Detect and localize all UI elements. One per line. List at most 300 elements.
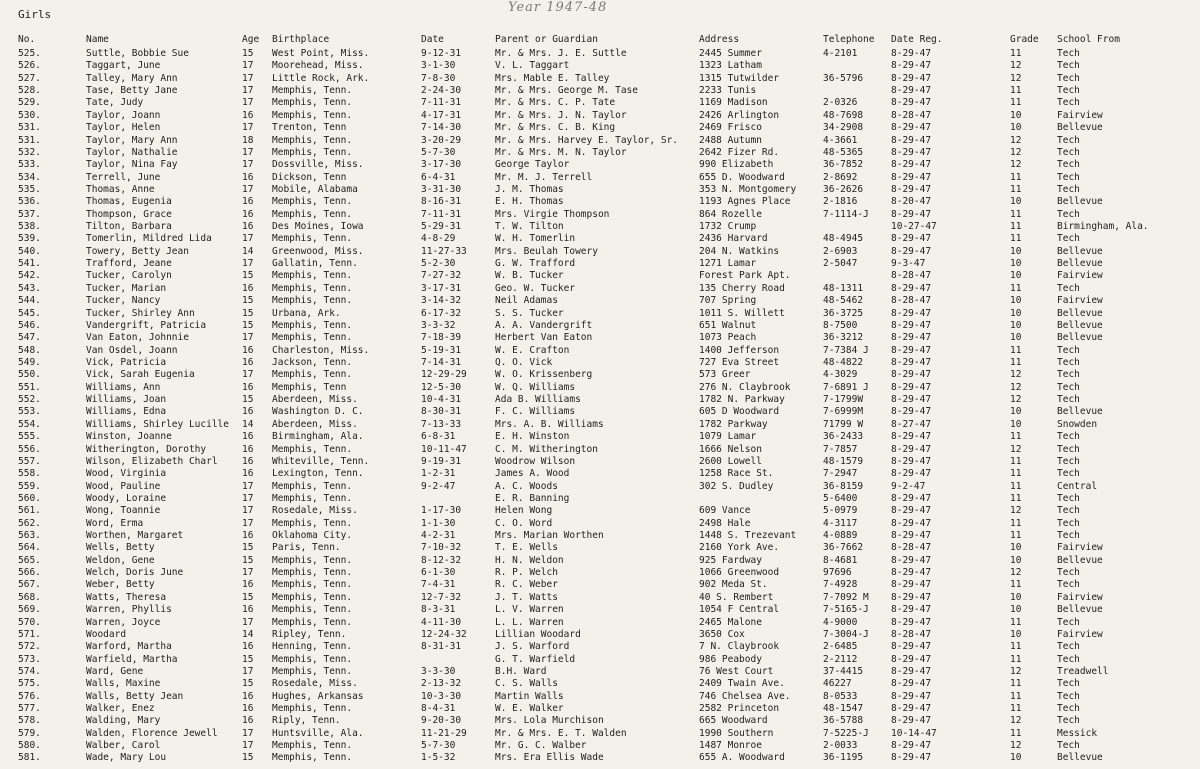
cell-school-from: Tech: [1057, 60, 1080, 72]
cell-row-number: 536.: [18, 196, 41, 208]
cell-parent-guardian: Mrs. A. B. Williams: [495, 418, 604, 430]
cell-date-registered: 8-29-47: [891, 282, 932, 294]
cell-telephone: 36-7852: [823, 159, 864, 171]
cell-age: 16: [242, 109, 254, 121]
cell-telephone: 4-3117: [823, 517, 858, 529]
cell-grade: 10: [1010, 418, 1022, 430]
cell-student-name: Suttle, Bobbie Sue: [86, 48, 189, 59]
cell-school-from: Tech: [1057, 740, 1080, 752]
cell-address: 864 Rozelle: [699, 208, 762, 220]
cell-row-number: 570.: [18, 616, 41, 628]
cell-school-from: Tech: [1057, 703, 1080, 715]
cell-school-from: Snowden: [1057, 418, 1098, 430]
cell-school-from: Tech: [1057, 381, 1080, 393]
cell-grade: 10: [1010, 307, 1022, 319]
table-row: [0, 715, 1200, 727]
cell-student-name: Vandergrift, Patricia: [86, 319, 207, 331]
cell-telephone: 8-0533: [823, 690, 858, 702]
cell-school-from: Tech: [1057, 678, 1080, 690]
cell-school-from: Tech: [1057, 641, 1080, 653]
cell-birth-date: 7-13-33: [421, 418, 462, 430]
cell-birthplace: Memphis, Tenn.: [272, 554, 353, 566]
cell-grade: 11: [1010, 492, 1022, 504]
header-age: Age: [242, 34, 260, 45]
cell-parent-guardian: G. T. Warfield: [495, 653, 576, 665]
cell-student-name: Taggart, June: [86, 60, 161, 72]
cell-address: 302 S. Dudley: [699, 480, 774, 492]
cell-student-name: Tate, Judy: [86, 97, 144, 109]
cell-birth-date: 10-11-47: [421, 443, 467, 455]
table-row: [0, 703, 1200, 715]
cell-row-number: 563.: [18, 530, 41, 542]
cell-age: 18: [242, 134, 254, 146]
cell-age: 16: [242, 381, 254, 393]
cell-parent-guardian: Mrs. Beulah Towery: [495, 245, 598, 257]
cell-birthplace: Washington D. C.: [272, 406, 364, 418]
cell-grade: 12: [1010, 443, 1022, 455]
cell-student-name: Tucker, Shirley Ann: [86, 307, 195, 319]
cell-birthplace: Trenton, Tenn: [272, 122, 347, 134]
cell-telephone: 7-7857: [823, 443, 858, 455]
cell-address: 2445 Summer: [699, 48, 762, 59]
cell-birth-date: 6-4-31: [421, 171, 456, 183]
header-grade: Grade: [1010, 34, 1039, 45]
cell-age: 17: [242, 517, 254, 529]
cell-address: 1271 Lamar: [699, 258, 757, 270]
cell-student-name: Walden, Florence Jewell: [86, 727, 218, 739]
cell-birthplace: Gallatin, Tenn.: [272, 258, 358, 270]
cell-parent-guardian: Mr. M. J. Terrell: [495, 171, 593, 183]
cell-address: 40 S. Rembert: [699, 591, 774, 603]
cell-school-from: Bellevue: [1057, 319, 1103, 331]
cell-birthplace: Memphis, Tenn.: [272, 97, 353, 109]
cell-age: 16: [242, 604, 254, 616]
cell-address: 1782 N. Parkway: [699, 394, 785, 406]
cell-birthplace: Moorehead, Miss.: [272, 60, 364, 72]
cell-telephone: 48-1311: [823, 282, 864, 294]
cell-student-name: Welch, Doris June: [86, 567, 184, 579]
ledger-rows: [0, 48, 1200, 765]
cell-telephone: 8-7500: [823, 319, 858, 331]
cell-student-name: Tucker, Nancy: [86, 295, 161, 307]
cell-parent-guardian: Mrs. Era Ellis Wade: [495, 752, 604, 764]
cell-telephone: 2-1816: [823, 196, 858, 208]
table-row: [0, 270, 1200, 282]
cell-grade: 11: [1010, 356, 1022, 368]
cell-row-number: 576.: [18, 690, 41, 702]
cell-parent-guardian: J. M. Thomas: [495, 183, 564, 195]
cell-school-from: Tech: [1057, 97, 1080, 109]
cell-grade: 12: [1010, 505, 1022, 517]
cell-age: 17: [242, 97, 254, 109]
cell-row-number: 555.: [18, 431, 41, 443]
cell-birth-date: 7-27-32: [421, 270, 462, 282]
cell-parent-guardian: Mr. & Mrs. J. E. Suttle: [495, 48, 627, 59]
cell-birth-date: 9-12-31: [421, 48, 462, 59]
cell-parent-guardian: R. P. Welch: [495, 567, 558, 579]
cell-birth-date: 3-20-29: [421, 134, 462, 146]
cell-parent-guardian: Mrs. Marian Worthen: [495, 530, 604, 542]
table-row: [0, 419, 1200, 431]
cell-grade: 11: [1010, 727, 1022, 739]
cell-date-registered: 8-28-47: [891, 295, 932, 307]
cell-birth-date: 7-11-31: [421, 208, 462, 220]
cell-age: 17: [242, 122, 254, 134]
table-row: [0, 493, 1200, 505]
cell-date-registered: 8-29-47: [891, 678, 932, 690]
cell-student-name: Winston, Joanne: [86, 431, 172, 443]
cell-parent-guardian: T. E. Wells: [495, 542, 558, 554]
cell-date-registered: 8-29-47: [891, 752, 932, 764]
cell-age: 17: [242, 567, 254, 579]
cell-address: 353 N. Montgomery: [699, 183, 797, 195]
cell-grade: 11: [1010, 703, 1022, 715]
table-row: [0, 641, 1200, 653]
cell-telephone: 2-5047: [823, 258, 858, 270]
cell-row-number: 546.: [18, 319, 41, 331]
table-row: [0, 172, 1200, 184]
cell-school-from: Tech: [1057, 146, 1080, 158]
cell-grade: 12: [1010, 134, 1022, 146]
table-row: [0, 357, 1200, 369]
cell-birthplace: Memphis, Tenn.: [272, 480, 353, 492]
cell-birth-date: 3-17-30: [421, 159, 462, 171]
cell-birthplace: Memphis, Tenn.: [272, 146, 353, 158]
table-row: [0, 345, 1200, 357]
cell-parent-guardian: Mr. G. C. Walber: [495, 740, 587, 752]
cell-grade: 10: [1010, 554, 1022, 566]
cell-row-number: 541.: [18, 258, 41, 270]
table-row: [0, 332, 1200, 344]
cell-telephone: 4-3029: [823, 369, 858, 381]
cell-grade: 11: [1010, 616, 1022, 628]
cell-birth-date: 4-2-31: [421, 530, 456, 542]
table-row: [0, 567, 1200, 579]
table-row: [0, 233, 1200, 245]
cell-date-registered: 8-28-47: [891, 270, 932, 282]
cell-row-number: 542.: [18, 270, 41, 282]
cell-row-number: 574.: [18, 665, 41, 677]
cell-birthplace: Rosedale, Miss.: [272, 505, 358, 517]
cell-birthplace: Lexington, Tenn.: [272, 468, 364, 480]
cell-date-registered: 8-29-47: [891, 530, 932, 542]
cell-address: 1448 S. Trezevant: [699, 530, 797, 542]
cell-grade: 12: [1010, 715, 1022, 727]
cell-grade: 10: [1010, 591, 1022, 603]
cell-address: 2582 Princeton: [699, 703, 780, 715]
cell-address: 2233 Tunis: [699, 85, 757, 97]
cell-date-registered: 8-29-47: [891, 616, 932, 628]
cell-address: 746 Chelsea Ave.: [699, 690, 791, 702]
cell-student-name: Talley, Mary Ann: [86, 72, 178, 84]
cell-birthplace: Aberdeen, Miss.: [272, 394, 358, 406]
table-row: [0, 617, 1200, 629]
cell-grade: 11: [1010, 171, 1022, 183]
cell-row-number: 526.: [18, 60, 41, 72]
cell-school-from: Central: [1057, 480, 1098, 492]
cell-parent-guardian: Helen Wong: [495, 505, 553, 517]
header-telephone: Telephone: [823, 34, 875, 45]
cell-student-name: Vick, Sarah Eugenia: [86, 369, 195, 381]
cell-birthplace: Oklahoma City.: [272, 530, 353, 542]
cell-birthplace: Memphis, Tenn.: [272, 492, 353, 504]
cell-grade: 12: [1010, 394, 1022, 406]
cell-birthplace: Urbana, Ark.: [272, 307, 341, 319]
cell-birthplace: Memphis, Tenn.: [272, 282, 353, 294]
cell-grade: 10: [1010, 604, 1022, 616]
cell-date-registered: 8-29-47: [891, 715, 932, 727]
cell-birth-date: 12-5-30: [421, 381, 462, 393]
cell-student-name: Ward, Gene: [86, 665, 144, 677]
cell-row-number: 529.: [18, 97, 41, 109]
cell-row-number: 562.: [18, 517, 41, 529]
cell-birth-date: 8-16-31: [421, 196, 462, 208]
cell-student-name: Wade, Mary Lou: [86, 752, 167, 764]
cell-row-number: 540.: [18, 245, 41, 257]
cell-telephone: 48-7698: [823, 109, 864, 121]
cell-age: 16: [242, 282, 254, 294]
cell-parent-guardian: V. L. Taggart: [495, 60, 570, 72]
cell-birthplace: Memphis, Tenn.: [272, 665, 353, 677]
cell-birth-date: 9-2-47: [421, 480, 456, 492]
cell-age: 15: [242, 48, 254, 59]
cell-grade: 12: [1010, 159, 1022, 171]
cell-address: 1732 Crump: [699, 221, 757, 233]
cell-age: 16: [242, 443, 254, 455]
cell-birthplace: Jackson, Tenn.: [272, 356, 353, 368]
cell-birthplace: Memphis, Tenn.: [272, 579, 353, 591]
cell-date-registered: 8-29-47: [891, 171, 932, 183]
table-row: [0, 444, 1200, 456]
cell-telephone: 48-1547: [823, 703, 864, 715]
cell-row-number: 579.: [18, 727, 41, 739]
cell-school-from: Bellevue: [1057, 604, 1103, 616]
cell-age: 16: [242, 196, 254, 208]
cell-telephone: 36-3212: [823, 332, 864, 344]
cell-birthplace: Memphis, Tenn.: [272, 134, 353, 146]
cell-parent-guardian: C. O. Word: [495, 517, 553, 529]
cell-address: 707 Spring: [699, 295, 757, 307]
cell-row-number: 534.: [18, 171, 41, 183]
cell-row-number: 559.: [18, 480, 41, 492]
cell-school-from: Tech: [1057, 344, 1080, 356]
cell-grade: 10: [1010, 406, 1022, 418]
cell-parent-guardian: R. C. Weber: [495, 579, 558, 591]
table-row: [0, 295, 1200, 307]
cell-date-registered: 8-29-47: [891, 97, 932, 109]
table-row: [0, 85, 1200, 97]
table-row: [0, 555, 1200, 567]
table-row: [0, 740, 1200, 752]
cell-student-name: Thomas, Anne: [86, 183, 155, 195]
cell-grade: 10: [1010, 752, 1022, 764]
cell-school-from: Tech: [1057, 690, 1080, 702]
cell-birth-date: 5-19-31: [421, 344, 462, 356]
cell-grade: 11: [1010, 653, 1022, 665]
cell-school-from: Tech: [1057, 517, 1080, 529]
cell-date-registered: 8-29-47: [891, 554, 932, 566]
cell-parent-guardian: Mrs. Virgie Thompson: [495, 208, 610, 220]
cell-row-number: 569.: [18, 604, 41, 616]
cell-address: 2469 Frisco: [699, 122, 762, 134]
cell-address: 573 Greer: [699, 369, 751, 381]
cell-student-name: Wells, Betty: [86, 542, 155, 554]
table-row: [0, 135, 1200, 147]
cell-school-from: Tech: [1057, 356, 1080, 368]
cell-address: 651 Walnut: [699, 319, 757, 331]
cell-date-registered: 8-28-47: [891, 542, 932, 554]
cell-student-name: Williams, Joan: [86, 394, 167, 406]
cell-telephone: 36-7662: [823, 542, 864, 554]
cell-age: 15: [242, 270, 254, 282]
cell-telephone: 7-7092 M: [823, 591, 869, 603]
cell-grade: 10: [1010, 332, 1022, 344]
cell-student-name: Warford, Martha: [86, 641, 172, 653]
cell-birthplace: Whiteville, Tenn.: [272, 455, 370, 467]
cell-school-from: Tech: [1057, 616, 1080, 628]
cell-address: 1990 Southern: [699, 727, 774, 739]
cell-age: 17: [242, 72, 254, 84]
cell-school-from: Bellevue: [1057, 554, 1103, 566]
cell-school-from: Tech: [1057, 431, 1080, 443]
table-row: [0, 221, 1200, 233]
cell-telephone: 7-1799W: [823, 394, 864, 406]
cell-birth-date: 7-18-39: [421, 332, 462, 344]
cell-school-from: Tech: [1057, 183, 1080, 195]
cell-birth-date: 8-31-31: [421, 641, 462, 653]
cell-birth-date: 5-2-30: [421, 258, 456, 270]
cell-telephone: 7-3004-J: [823, 628, 869, 640]
cell-grade: 10: [1010, 109, 1022, 121]
cell-row-number: 530.: [18, 109, 41, 121]
cell-grade: 11: [1010, 208, 1022, 220]
cell-address: 3650 Cox: [699, 628, 745, 640]
cell-row-number: 543.: [18, 282, 41, 294]
column-header-row: [0, 34, 1200, 48]
cell-row-number: 547.: [18, 332, 41, 344]
cell-student-name: Thomas, Eugenia: [86, 196, 172, 208]
cell-birth-date: 9-20-30: [421, 715, 462, 727]
cell-student-name: Taylor, Helen: [86, 122, 161, 134]
cell-address: 655 D. Woodward: [699, 171, 785, 183]
cell-telephone: 2-0033: [823, 740, 858, 752]
cell-age: 16: [242, 406, 254, 418]
cell-telephone: 2-2112: [823, 653, 858, 665]
cell-date-registered: 8-29-47: [891, 72, 932, 84]
cell-row-number: 553.: [18, 406, 41, 418]
cell-grade: 10: [1010, 122, 1022, 134]
table-row: [0, 110, 1200, 122]
cell-grade: 11: [1010, 690, 1022, 702]
cell-student-name: Walls, Maxine: [86, 678, 161, 690]
cell-date-registered: 8-28-47: [891, 628, 932, 640]
cell-student-name: Taylor, Nina Fay: [86, 159, 178, 171]
cell-age: 17: [242, 146, 254, 158]
cell-student-name: Taylor, Joann: [86, 109, 161, 121]
cell-parent-guardian: Mr. & Mrs. J. N. Taylor: [495, 109, 627, 121]
cell-birthplace: Aberdeen, Miss.: [272, 418, 358, 430]
cell-school-from: Tech: [1057, 653, 1080, 665]
cell-age: 15: [242, 394, 254, 406]
cell-grade: 12: [1010, 381, 1022, 393]
cell-grade: 12: [1010, 72, 1022, 84]
cell-age: 16: [242, 530, 254, 542]
cell-row-number: 532.: [18, 146, 41, 158]
cell-school-from: Bellevue: [1057, 332, 1103, 344]
cell-age: 17: [242, 183, 254, 195]
cell-row-number: 535.: [18, 183, 41, 195]
cell-address: 276 N. Claybrook: [699, 381, 791, 393]
cell-telephone: 71799 W: [823, 418, 864, 430]
cell-age: 16: [242, 208, 254, 220]
cell-parent-guardian: Martin Walls: [495, 690, 564, 702]
cell-grade: 12: [1010, 146, 1022, 158]
cell-address: 2498 Hale: [699, 517, 751, 529]
cell-telephone: 36-1195: [823, 752, 864, 764]
cell-student-name: Walker, Enez: [86, 703, 155, 715]
cell-grade: 11: [1010, 468, 1022, 480]
cell-birth-date: 8-12-32: [421, 554, 462, 566]
cell-school-from: Bellevue: [1057, 406, 1103, 418]
cell-age: 15: [242, 678, 254, 690]
cell-birth-date: 11-27-33: [421, 245, 467, 257]
cell-birthplace: Memphis, Tenn.: [272, 196, 353, 208]
cell-date-registered: 8-29-47: [891, 85, 932, 97]
cell-row-number: 571.: [18, 628, 41, 640]
cell-address: 1054 F Central: [699, 604, 780, 616]
cell-grade: 12: [1010, 369, 1022, 381]
cell-date-registered: 8-29-47: [891, 60, 932, 72]
cell-grade: 12: [1010, 60, 1022, 72]
cell-birth-date: 3-3-30: [421, 665, 456, 677]
cell-telephone: 36-3725: [823, 307, 864, 319]
cell-parent-guardian: George Taylor: [495, 159, 570, 171]
cell-birthplace: Dickson, Tenn: [272, 171, 347, 183]
cell-row-number: 528.: [18, 85, 41, 97]
cell-student-name: Wilson, Elizabeth Charl: [86, 455, 218, 467]
table-row: [0, 456, 1200, 468]
cell-address: 135 Cherry Road: [699, 282, 785, 294]
cell-row-number: 531.: [18, 122, 41, 134]
cell-student-name: Van Osdel, Joann: [86, 344, 178, 356]
cell-grade: 11: [1010, 641, 1022, 653]
cell-student-name: Wood, Virginia: [86, 468, 167, 480]
cell-date-registered: 8-28-47: [891, 109, 932, 121]
cell-grade: 11: [1010, 48, 1022, 59]
table-row: [0, 147, 1200, 159]
table-row: [0, 209, 1200, 221]
cell-date-registered: 8-29-47: [891, 344, 932, 356]
cell-row-number: 544.: [18, 295, 41, 307]
cell-age: 16: [242, 715, 254, 727]
cell-student-name: Weber, Betty: [86, 579, 155, 591]
cell-birthplace: Hughes, Arkansas: [272, 690, 364, 702]
cell-parent-guardian: E. H. Thomas: [495, 196, 564, 208]
cell-school-from: Tech: [1057, 394, 1080, 406]
cell-address: 1323 Latham: [699, 60, 762, 72]
cell-grade: 10: [1010, 628, 1022, 640]
cell-birthplace: Memphis, Tenn.: [272, 517, 353, 529]
header-name: Name: [86, 34, 109, 45]
cell-birthplace: Memphis, Tenn.: [272, 369, 353, 381]
table-row: [0, 283, 1200, 295]
cell-row-number: 558.: [18, 468, 41, 480]
cell-student-name: Williams, Edna: [86, 406, 167, 418]
header-birthplace: Birthplace: [272, 34, 330, 45]
table-row: [0, 468, 1200, 480]
cell-school-from: Tech: [1057, 159, 1080, 171]
cell-school-from: Tech: [1057, 530, 1080, 542]
